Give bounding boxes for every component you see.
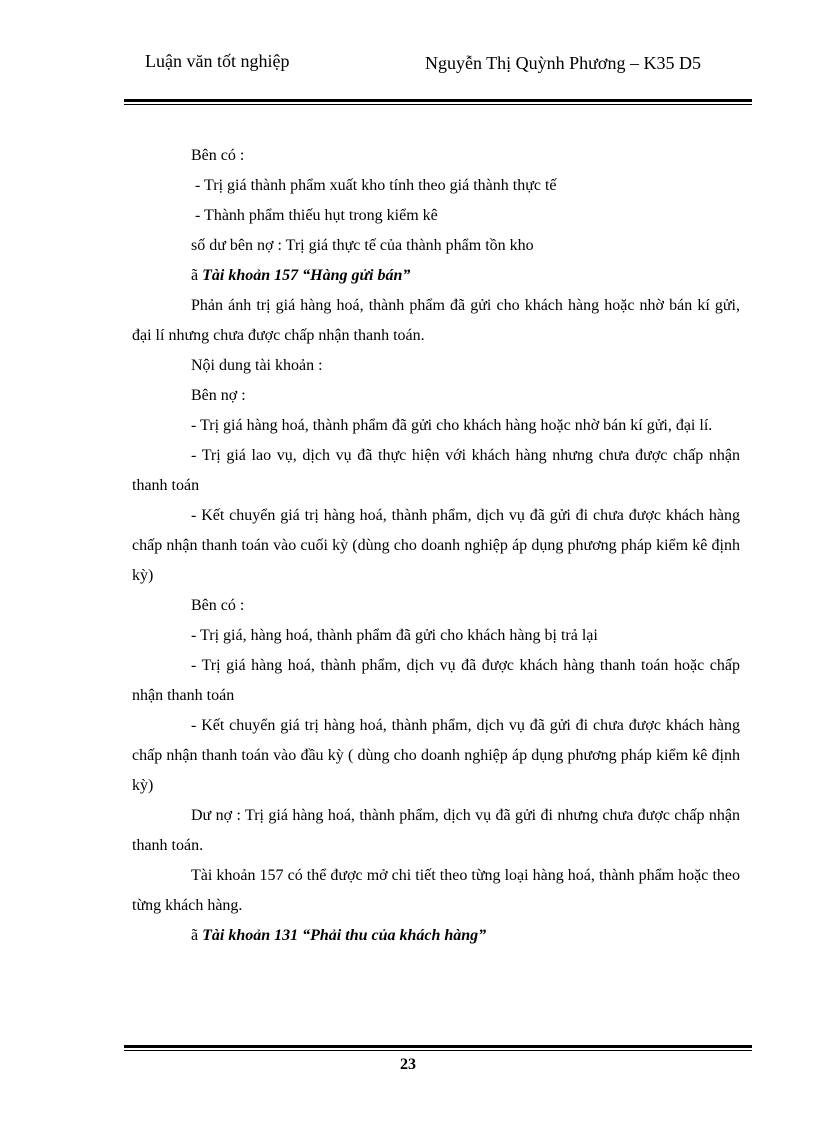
paragraph: Bên có : (191, 597, 245, 614)
section-heading-131 (132, 921, 740, 951)
paragraph: Bên nợ : (191, 387, 246, 404)
heading-text: Tài khoản 157 “Hàng gửi bán” (202, 267, 411, 284)
paragraph: số dư bên nợ : Trị giá thực tế của thành phẩm tồn kho (191, 237, 534, 254)
document-body (132, 141, 740, 951)
section-heading-157 (132, 261, 740, 291)
page-number: 23 (400, 1056, 416, 1073)
paragraph: - Trị giá hàng hoá, thành phẩm đã gửi cho khách hàng hoặc nhờ bán kí gửi, đại lí. (191, 417, 713, 434)
heading-marker: ã (191, 267, 199, 284)
paragraph: - Kết chuyển giá trị hàng hoá, thành phẩm, dịch vụ đã gửi đi chưa được khách hàng chấp nhận thanh toán vào cuối kỳ (dùng cho doanh nghiệp áp dụng phương pháp kiểm kê định kỳ) (132, 507, 740, 584)
paragraph: - Trị giá, hàng hoá, thành phẩm đã gửi cho khách hàng bị trả lại (191, 627, 598, 644)
footer-divider (124, 1045, 752, 1051)
header-author: Nguyễn Thị Quỳnh Phương – K35 D5 (425, 53, 701, 73)
heading-marker: ã (191, 927, 199, 944)
paragraph: Bên có : (191, 147, 245, 164)
paragraph: - Thành phẩm thiếu hụt trong kiểm kê (195, 207, 438, 224)
paragraph: - Trị giá hàng hoá, thành phẩm, dịch vụ đã được khách hàng thanh toán hoặc chấp nhận thanh toán (132, 657, 740, 704)
header-thesis-label: Luận văn tốt nghiệp (145, 51, 290, 71)
header-divider (124, 99, 752, 105)
paragraph: Nội dung tài khoản : (191, 357, 323, 374)
heading-text: Tài khoản 131 “Phải thu của khách hàng” (202, 927, 487, 944)
paragraph: - Kết chuyển giá trị hàng hoá, thành phẩm, dịch vụ đã gửi đi chưa được khách hàng chấp nhận thanh toán vào đầu kỳ ( dùng cho doanh nghiệp áp dụng phương pháp kiểm kê định kỳ) (132, 717, 740, 794)
paragraph: Dư nợ : Trị giá hàng hoá, thành phẩm, dịch vụ đã gửi đi nhưng chưa được chấp nhận thanh toán. (132, 807, 740, 854)
paragraph: - Trị giá lao vụ, dịch vụ đã thực hiện với khách hàng nhưng chưa được chấp nhận thanh toán (132, 447, 740, 494)
paragraph: Tài khoản 157 có thể được mở chi tiết theo từng loại hàng hoá, thành phẩm hoặc theo từng khách hàng. (132, 867, 740, 914)
paragraph: Phản ánh trị giá hàng hoá, thành phẩm đã gửi cho khách hàng hoặc nhờ bán kí gửi, đại lí nhưng chưa được chấp nhận thanh toán. (132, 297, 740, 344)
paragraph: - Trị giá thành phẩm xuất kho tính theo giá thành thực tế (195, 177, 557, 194)
